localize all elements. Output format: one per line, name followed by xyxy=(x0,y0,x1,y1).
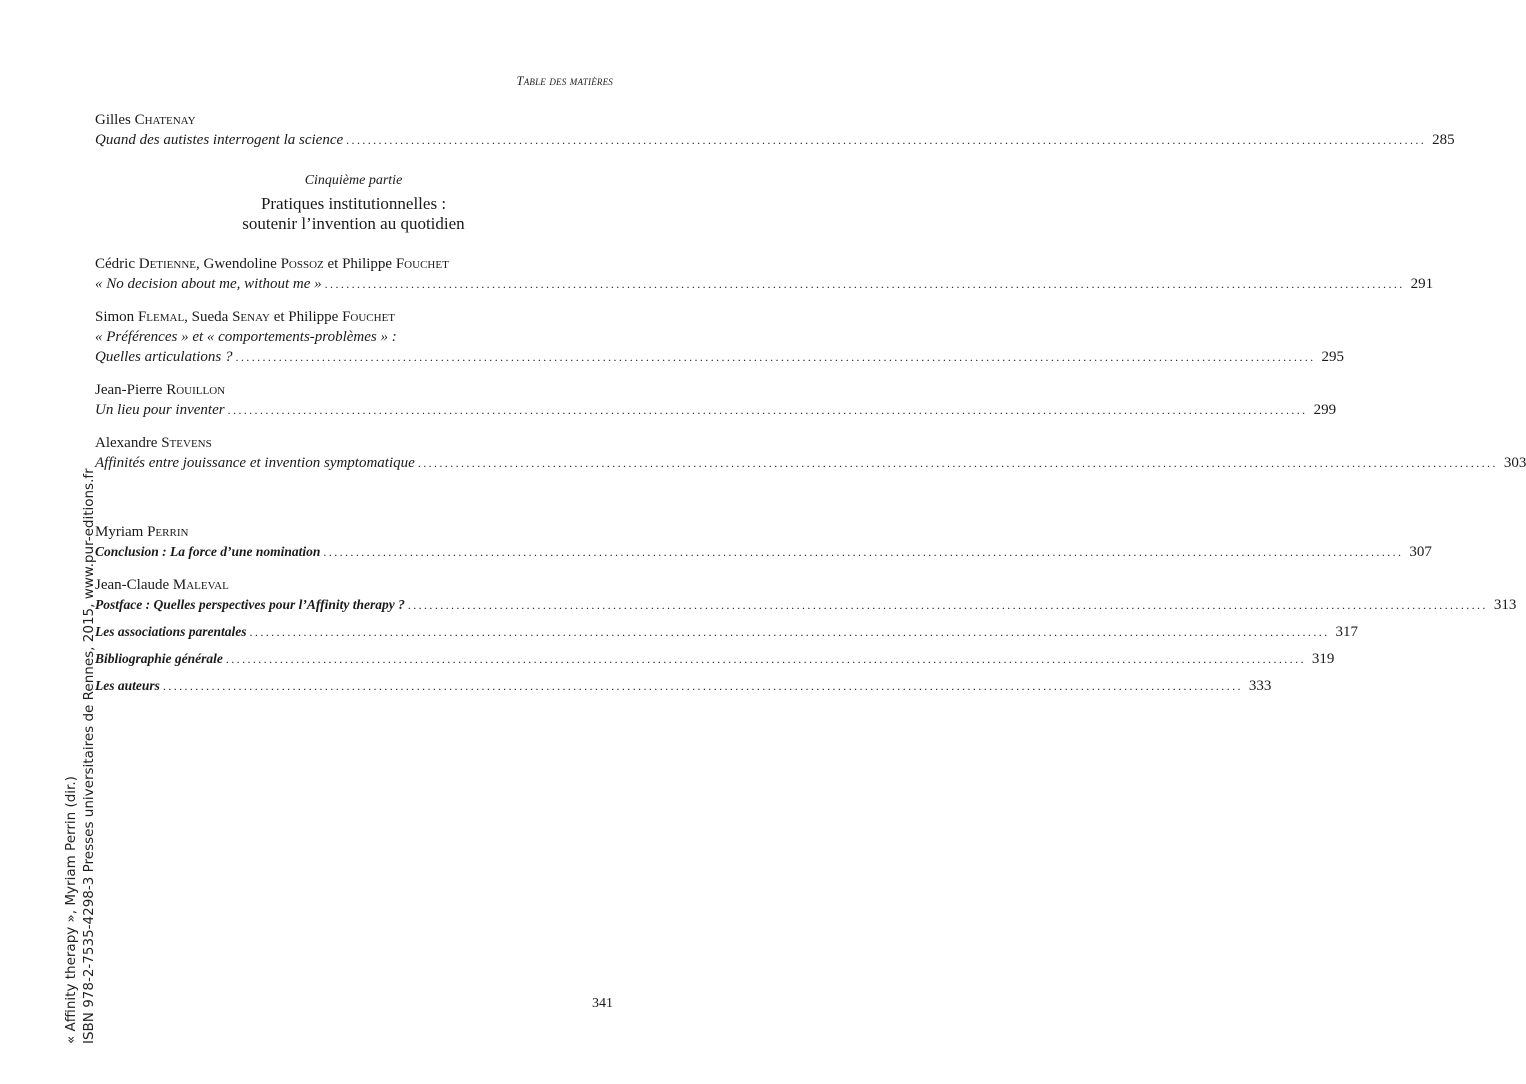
toc-section-1 xyxy=(95,110,1455,150)
author-text: et Philippe xyxy=(323,256,396,272)
copyright-side-note xyxy=(62,468,98,1044)
part-label: Cinquième partie xyxy=(304,173,403,188)
entry-row xyxy=(95,622,1359,642)
entry-title: Quelles articulations ? xyxy=(95,349,233,365)
side-note-line-1: « Affinity therapy », Myriam Perrin (dir.) xyxy=(63,776,79,1044)
author-surname: Possoz xyxy=(280,256,324,272)
entry-page-number: 317 xyxy=(1335,624,1359,640)
author-text: Jean-Claude xyxy=(95,577,173,593)
entry-title: Un lieu pour inventer xyxy=(95,402,225,418)
entry-row xyxy=(95,453,1526,473)
dot-leader: ........................................................................................................................................................................................................ xyxy=(417,456,1498,470)
part-title-line-1: Pratiques institutionnelles : xyxy=(260,194,447,213)
entry-author xyxy=(95,380,612,400)
toc-entry xyxy=(95,622,1359,642)
author-surname: Maleval xyxy=(172,577,229,593)
entry-page-number: 285 xyxy=(1432,132,1455,148)
author-surname: Perrin xyxy=(147,524,189,540)
dot-leader: ........................................................................................................................................................................................................ xyxy=(162,679,1243,693)
author-text: Myriam xyxy=(95,524,148,540)
entry-author xyxy=(95,110,612,130)
entry-page-number: 313 xyxy=(1493,597,1517,613)
dot-leader: ........................................................................................................................................................................................................ xyxy=(324,277,1405,291)
toc-entry xyxy=(95,254,1434,294)
entry-author xyxy=(95,433,612,453)
dot-leader: ........................................................................................................................................................................................................ xyxy=(407,598,1488,612)
section-gap xyxy=(95,486,612,522)
author-surname: Flemal xyxy=(137,309,185,325)
entry-page-number: 295 xyxy=(1321,349,1344,365)
entry-row xyxy=(95,676,1272,696)
entry-row xyxy=(95,130,1455,150)
entry-title: Affinités entre jouissance et invention symptomatique xyxy=(95,455,415,471)
page-number: 341 xyxy=(592,996,613,1011)
author-surname: Chatenay xyxy=(134,112,196,128)
toc-entry xyxy=(95,380,1337,420)
entry-row xyxy=(95,347,1344,367)
entry-title: Bibliographie générale xyxy=(95,651,223,666)
dot-leader: ........................................................................................................................................................................................................ xyxy=(227,403,1308,417)
entry-row xyxy=(95,274,1434,294)
author-surname: Stevens xyxy=(161,435,212,451)
entry-title: « No decision about me, without me » xyxy=(95,276,322,292)
entry-title: Les auteurs xyxy=(95,678,160,693)
author-surname: Fouchet xyxy=(395,256,449,272)
entry-title-line: « Préférences » et « comportements-problèmes » : xyxy=(95,329,397,345)
author-text: , Sueda xyxy=(184,309,233,325)
entry-row xyxy=(95,542,1432,562)
entry-title: Conclusion : La force d’une nomination xyxy=(95,544,321,559)
toc-section-2 xyxy=(95,254,1526,473)
author-text: et Philippe xyxy=(269,309,343,325)
entry-page-number: 303 xyxy=(1503,455,1526,471)
author-text: Cédric xyxy=(95,256,139,272)
author-text: Alexandre xyxy=(95,435,162,451)
author-surname: Detienne xyxy=(138,256,196,272)
running-head: Table des matières xyxy=(516,74,613,88)
dot-leader: ........................................................................................................................................................................................................ xyxy=(225,652,1306,666)
toc-entry xyxy=(95,575,1517,615)
toc-entry xyxy=(95,307,1344,367)
author-text: Jean-Pierre xyxy=(95,382,167,398)
toc-entry xyxy=(95,522,1432,562)
entry-page-number: 319 xyxy=(1311,651,1335,667)
part-title-line-2: soutenir l’invention au quotidien xyxy=(242,214,465,233)
dot-leader: ........................................................................................................................................................................................................ xyxy=(346,133,1427,147)
entry-page-number: 299 xyxy=(1313,402,1337,418)
author-text: Gilles xyxy=(95,112,135,128)
entry-row xyxy=(95,400,1337,420)
entry-page-number: 307 xyxy=(1409,544,1432,560)
author-surname: Senay xyxy=(232,309,270,325)
side-note-line-2: ISBN 978-2-7535-4298-3 Presses universitaires de Rennes, 2015, www.pur-editions.fr xyxy=(81,468,97,1044)
entry-author xyxy=(95,307,612,327)
author-text: Simon xyxy=(95,309,138,325)
entry-row xyxy=(95,649,1335,669)
toc-entry xyxy=(95,676,1272,696)
dot-leader: ........................................................................................................................................................................................................ xyxy=(235,350,1316,364)
entry-page-number: 291 xyxy=(1410,276,1434,292)
dot-leader: ........................................................................................................................................................................................................ xyxy=(323,545,1404,559)
dot-leader: ........................................................................................................................................................................................................ xyxy=(249,625,1330,639)
entry-page-number: 333 xyxy=(1248,678,1272,694)
entry-title: Les associations parentales xyxy=(95,624,247,639)
part-heading xyxy=(95,172,612,234)
author-text: , Gwendoline xyxy=(196,256,281,272)
toc-entry xyxy=(95,110,1455,150)
entry-title: Quand des autistes interrogent la science xyxy=(95,132,344,148)
author-surname: Fouchet xyxy=(342,309,396,325)
toc-entry xyxy=(95,649,1335,669)
toc-section-3 xyxy=(95,522,1517,696)
entry-author xyxy=(95,575,612,595)
entry-row xyxy=(95,595,1517,615)
entry-author xyxy=(95,254,612,274)
table-of-contents xyxy=(95,110,1526,709)
entry-author xyxy=(95,522,612,542)
entry-title: Postface : Quelles perspectives pour l’Affinity therapy ? xyxy=(95,597,405,612)
toc-entry xyxy=(95,433,1526,473)
author-surname: Rouillon xyxy=(166,382,226,398)
